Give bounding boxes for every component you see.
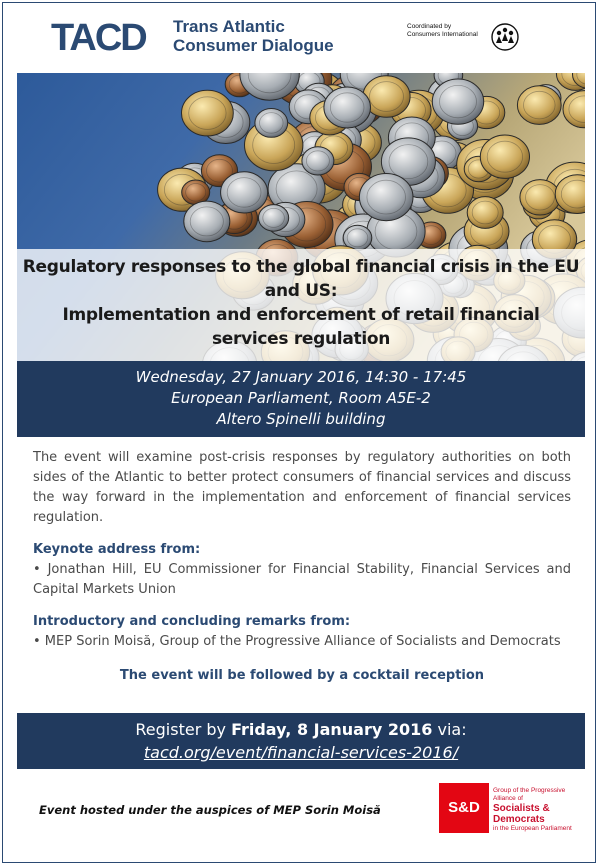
register-line: Register by Friday, 8 January 2016 via: [135,720,467,739]
register-deadline: Friday, 8 January 2016 [231,720,433,739]
event-details-band [17,361,585,437]
sd-logo: S&D [439,783,489,833]
remarks-speaker: • MEP Sorin Moisă, Group of the Progressive Alliance of Socialists and Democrats [33,634,561,649]
consumers-international-logo [485,17,525,57]
remarks-heading: Introductory and concluding remarks from: [33,614,351,629]
header [3,3,597,73]
hosted-by-note: Event hosted under the auspices of MEP Sorin Moisă [39,803,381,817]
reception-note: The event will be followed by a cocktail reception [119,668,485,683]
event-date-time: Wednesday, 27 January 2016, 14:30 - 17:45 [135,368,467,386]
register-link[interactable]: tacd.org/event/financial-services-2016/ [143,743,459,762]
keynote-speaker: • Jonathan Hill, EU Commissioner for Financial Stability, Financial Services and Capital Markets Union [33,562,571,597]
svg-text:TACD: TACD [51,17,146,55]
sd-group-name: Group of the Progressive Alliance of Socialists & Democrats in the European Parliament [493,787,572,832]
tacd-logo [49,17,161,55]
keynote-heading: Keynote address from: [33,542,201,557]
event-building: Altero Spinelli building [216,410,386,428]
flyer-frame [2,2,596,863]
register-band [17,713,585,769]
event-description [33,448,571,686]
coordinated-by: Coordinated by Consumers International [407,23,478,38]
coins-banner [17,73,585,361]
event-venue: European Parliament, Room A5E-2 [171,389,431,407]
event-title-box [17,249,585,361]
intro-paragraph: The event will examine post-crisis responses by regulatory authorities on both sides of the Atlantic to better protect consumers of financial services and discuss the way forward in the implementation and enforcement of financial services regulation. [33,450,571,525]
event-title: Regulatory responses to the global financial crisis in the EU and US: Implementation and enforcement of retail financial services regulation [22,257,580,349]
org-name: Trans Atlantic Consumer Dialogue [173,17,334,55]
